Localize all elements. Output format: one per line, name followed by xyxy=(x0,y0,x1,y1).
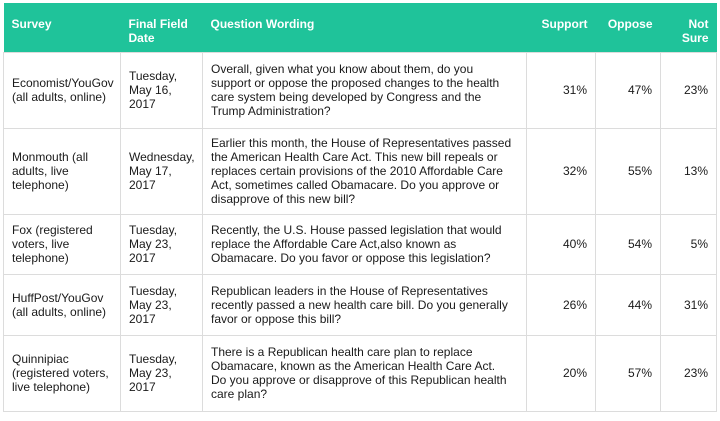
table-row xyxy=(4,335,717,411)
oppose-cell: 55% xyxy=(596,128,661,214)
wording-cell: Overall, given what you know about them, do you support or oppose the proposed changes to the health care system being developed by Congress and the Trump Administration? xyxy=(203,52,527,128)
page xyxy=(0,3,720,421)
header-question-wording: Question Wording xyxy=(210,17,315,31)
header-oppose: Oppose xyxy=(607,17,653,31)
not-sure-cell: 13% xyxy=(661,128,717,214)
survey-cell: HuffPost/YouGov (all adults, online) xyxy=(4,274,121,335)
wording-cell: Republican leaders in the House of Representatives recently passed a new health care bill. Do you generally favor or oppose this bill? xyxy=(203,274,527,335)
survey-cell: Quinnipiac (registered voters, live telephone) xyxy=(4,335,121,411)
date-cell: Tuesday, May 16, 2017 xyxy=(121,52,203,128)
not-sure-cell: 5% xyxy=(661,214,717,274)
survey-cell: Fox (registered voters, live telephone) xyxy=(4,214,121,274)
table-row xyxy=(4,128,717,214)
oppose-cell: 44% xyxy=(596,274,661,335)
wording-cell: Earlier this month, the House of Representatives passed the American Health Care Act. This new bill repeals or replaces certain provisions of the 2010 Affordable Care Act, sometimes called Obamacare. Do you approve or disapprove of this new bill? xyxy=(203,128,527,214)
table-row xyxy=(4,214,717,274)
support-cell: 32% xyxy=(527,128,596,214)
header-not-sure: Not Sure xyxy=(681,17,709,45)
survey-cell: Monmouth (all adults, live telephone) xyxy=(4,128,121,214)
table-header-row xyxy=(4,3,717,52)
not-sure-cell: 23% xyxy=(661,52,717,128)
date-cell: Tuesday, May 23, 2017 xyxy=(121,214,203,274)
table-row xyxy=(4,52,717,128)
poll-table xyxy=(3,3,717,412)
oppose-cell: 47% xyxy=(596,52,661,128)
oppose-cell: 54% xyxy=(596,214,661,274)
header-final-field-date: Final Field Date xyxy=(128,17,188,45)
header-survey: Survey xyxy=(11,17,52,31)
oppose-cell: 57% xyxy=(596,335,661,411)
wording-cell: Recently, the U.S. House passed legislation that would replace the Affordable Care Act,also known as Obamacare. Do you favor or oppose this legislation? xyxy=(203,214,527,274)
date-cell: Tuesday, May 23, 2017 xyxy=(121,274,203,335)
header-support: Support xyxy=(541,17,588,31)
survey-cell: Economist/YouGov (all adults, online) xyxy=(4,52,121,128)
wording-cell: There is a Republican health care plan to replace Obamacare, known as the American Health Care Act. Do you approve or disapprove of this Republican health care plan? xyxy=(203,335,527,411)
not-sure-cell: 23% xyxy=(661,335,717,411)
support-cell: 40% xyxy=(527,214,596,274)
not-sure-cell: 31% xyxy=(661,274,717,335)
support-cell: 26% xyxy=(527,274,596,335)
support-cell: 31% xyxy=(527,52,596,128)
date-cell: Tuesday, May 23, 2017 xyxy=(121,335,203,411)
date-cell: Wednesday, May 17, 2017 xyxy=(121,128,203,214)
support-cell: 20% xyxy=(527,335,596,411)
table-row xyxy=(4,274,717,335)
